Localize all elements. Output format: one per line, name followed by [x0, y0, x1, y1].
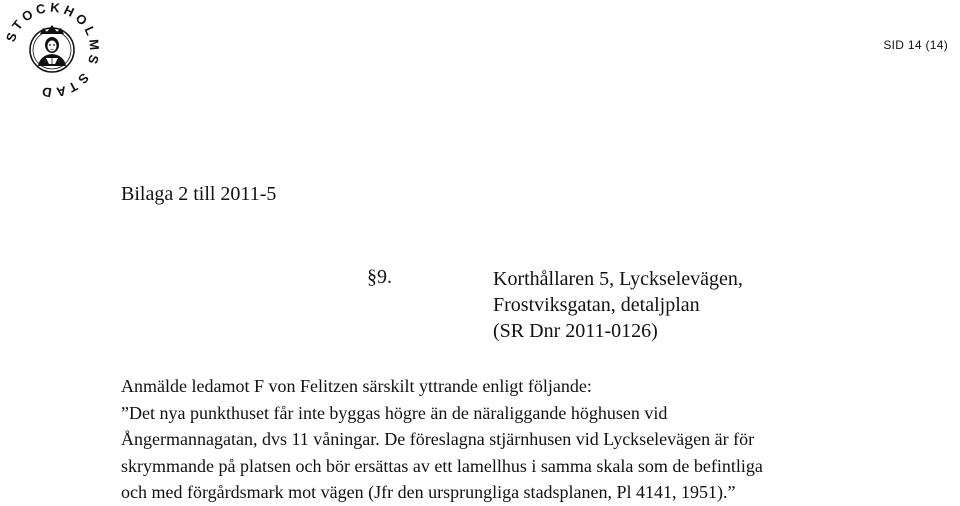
body-text — [121, 373, 951, 506]
section-number: §9. — [367, 266, 392, 288]
body-line: skrymmande på platsen och bör ersättas av ett lamellhus i samma skala som de befintliga — [121, 455, 763, 476]
section-heading-line: (SR Dnr 2011-0126) — [493, 320, 658, 342]
body-line: och med förgårdsmark mot vägen (Jfr den ursprungliga stadsplanen, Pl 4141, 1951).” — [121, 482, 736, 502]
body-line: Ångermannagatan, dvs 11 våningar. De föreslagna stjärnhusen vid Lyckselevägen är för — [121, 429, 755, 449]
attachment-title: Bilaga 2 till 2011-5 — [121, 183, 277, 205]
section-heading-line: Korthållaren 5, Lyckselevägen, — [493, 268, 743, 290]
body-line: Anmälde ledamot F von Felitzen särskilt yttrande enligt följande: — [121, 376, 592, 396]
page-number: SID 14 (14) — [883, 38, 948, 52]
section-heading — [493, 266, 743, 344]
logo-ring-text: STOCKHOLMS STAD — [2, 0, 102, 100]
body-line: ”Det nya punkthuset får inte byggas högre än de näraliggande höghusen vid — [121, 402, 668, 423]
city-seal-icon — [2, 0, 102, 100]
stockholms-stad-logo — [2, 0, 102, 100]
section-heading-line: Frostviksgatan, detaljplan — [493, 294, 700, 316]
